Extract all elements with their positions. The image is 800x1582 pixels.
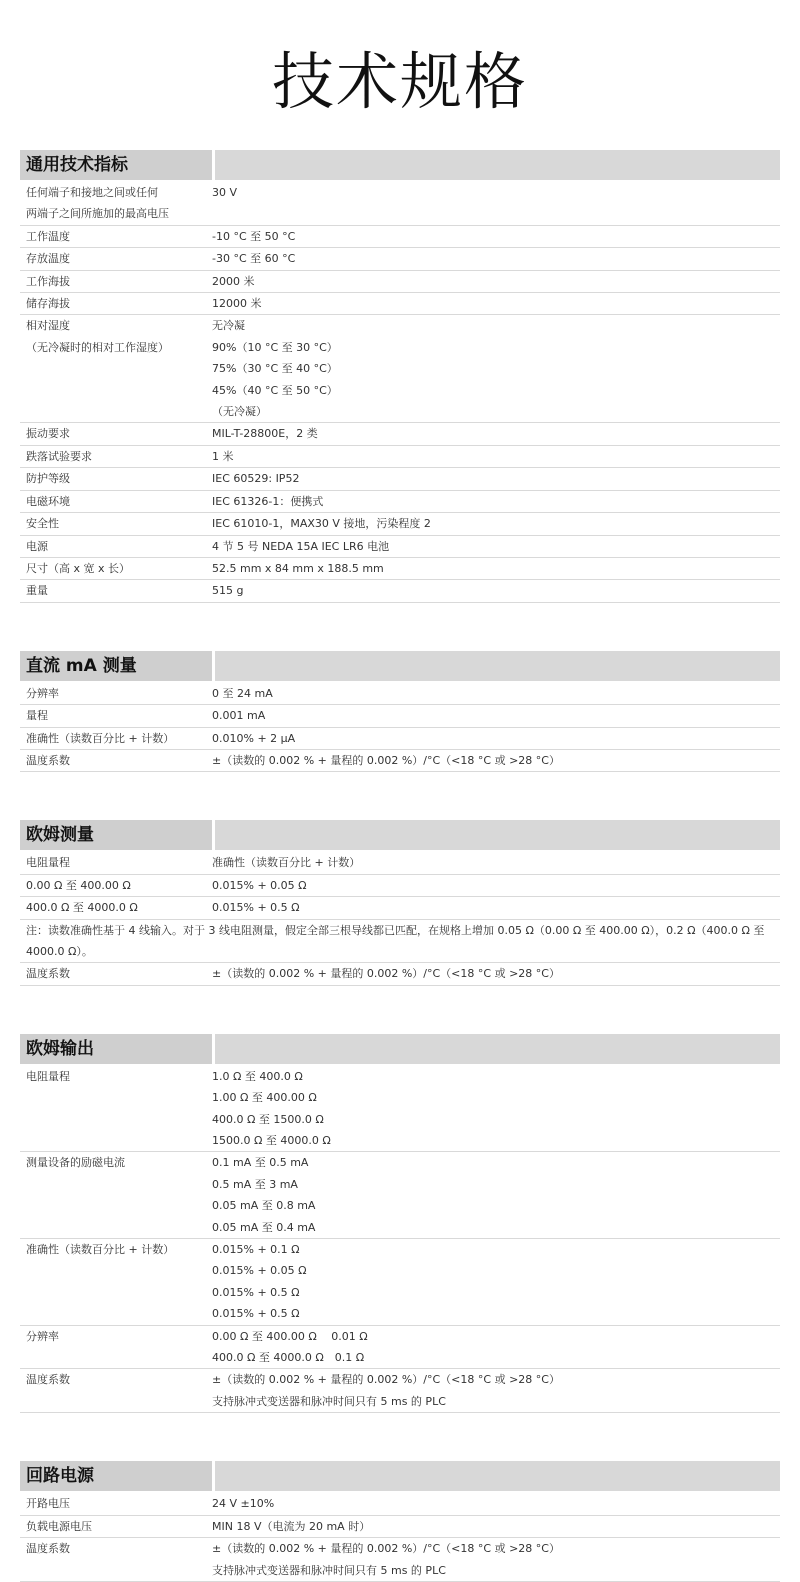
spec-value [212,1152,780,1238]
spec-row [20,248,780,270]
spec-value [212,897,780,918]
spec-row [20,491,780,513]
spec-label [20,1493,212,1514]
spec-label-line: 温度系数 [26,1542,70,1556]
spec-value [212,728,780,749]
spec-sections [0,150,800,1582]
spec-label-line: 电源 [26,539,48,553]
spec-value-line: 75%（30 °C 至 40 °C） [212,362,338,376]
spec-value-line: 0.5 mA 至 3 mA [212,1177,298,1191]
spec-row [20,1369,780,1413]
spec-value-line: -10 °C 至 50 °C [212,229,296,243]
spec-section [20,651,780,773]
spec-value [212,750,780,771]
spec-label-line: 准确性（读数百分比 + 计数） [26,731,175,745]
spec-value-line: MIL-T-28800E，2 类 [212,427,318,441]
spec-value-line: 0 至 24 mA [212,686,273,700]
spec-row [20,920,780,964]
spec-value [212,536,780,557]
spec-label [20,1538,212,1581]
spec-label [20,226,212,247]
spec-label-line: 跌落试验要求 [26,449,92,463]
spec-label-line: 振动要求 [26,427,70,441]
spec-row [20,315,780,423]
spec-value-line: 0.015% + 0.05 Ω [212,1264,307,1278]
spec-row [20,750,780,772]
spec-value-line: 52.5 mm x 84 mm x 188.5 mm [212,561,384,575]
spec-row [20,226,780,248]
spec-label-line: 电阻量程 [26,1069,70,1083]
spec-label [20,446,212,467]
spec-label-line: 注：读数准确性基于 4 线输入。对于 3 线电阻测量，假定全部三根导线都已匹配，在规格上增加 0.05 Ω（0.00 Ω 至 400.00 Ω），0.2 Ω（400.0 Ω 至 4000.0 Ω）。 [26,923,765,958]
spec-label [20,705,212,726]
section-header-bar [215,1461,780,1491]
spec-row [20,468,780,490]
spec-value-line: 2000 米 [212,274,255,288]
spec-label [20,491,212,512]
spec-value-line: IEC 60529: IP52 [212,472,300,486]
spec-value-line: 0.1 mA 至 0.5 mA [212,1156,309,1170]
spec-label [20,852,212,873]
spec-value-line: 400.0 Ω 至 4000.0 Ω 0.1 Ω [212,1351,365,1365]
spec-row [20,446,780,468]
section-header [20,651,780,681]
spec-value-line: 0.015% + 0.1 Ω [212,1243,300,1257]
spec-value [212,446,780,467]
spec-row [20,536,780,558]
spec-value-line: IEC 61010-1，MAX30 V 接地，污染程度 2 [212,517,431,531]
spec-label [20,248,212,269]
spec-label-line: 尺寸（高 x 宽 x 长） [26,561,131,575]
spec-value-line: ±（读数的 0.002 % + 量程的 0.002 %）/°C（<18 °C 或 >28 °C） [212,1542,560,1556]
spec-section [20,150,780,603]
spec-value [212,1239,780,1325]
spec-value [212,1369,780,1412]
spec-label [20,293,212,314]
section-header [20,150,780,180]
section-header-bar [215,820,780,850]
section-title: 欧姆输出 [20,1034,212,1064]
spec-value [212,875,780,896]
spec-value-line: 45%（40 °C 至 50 °C） [212,383,338,397]
spec-label [20,1516,212,1537]
spec-label-line: 0.00 Ω 至 400.00 Ω [26,878,131,892]
spec-label [20,536,212,557]
spec-value-line: ±（读数的 0.002 % + 量程的 0.002 %）/°C（<18 °C 或 >28 °C） [212,1373,560,1387]
spec-row [20,1516,780,1538]
spec-value-line: 1500.0 Ω 至 4000.0 Ω [212,1134,331,1147]
spec-value [212,423,780,444]
spec-value-line: 12000 米 [212,297,262,311]
spec-row [20,513,780,535]
spec-section [20,820,780,985]
spec-row [20,423,780,445]
section-title: 直流 mA 测量 [20,651,212,681]
spec-label-line: 温度系数 [26,753,70,767]
spec-label [20,875,212,896]
spec-value-line: 1.00 Ω 至 400.00 Ω [212,1091,317,1105]
spec-section [20,1461,780,1582]
spec-label [20,1152,212,1238]
spec-row [20,558,780,580]
spec-value-line: 90%（10 °C 至 30 °C） [212,340,338,354]
spec-value [212,271,780,292]
spec-row [20,728,780,750]
spec-value [212,491,780,512]
section-header [20,1461,780,1491]
spec-value-line: 400.0 Ω 至 1500.0 Ω [212,1112,324,1126]
spec-value-line: 0.010% + 2 µA [212,731,296,745]
spec-label [20,1066,212,1152]
spec-label [20,513,212,534]
spec-label-line: （无冷凝时的相对工作湿度） [26,340,169,354]
spec-row [20,875,780,897]
spec-label-line: 工作海拔 [26,274,70,288]
spec-row [20,1493,780,1515]
page-title: 技术规格 [271,45,528,118]
spec-value [212,683,780,704]
spec-label [20,1326,212,1369]
spec-value-line: IEC 61326-1：便携式 [212,494,324,508]
spec-row [20,1538,780,1582]
spec-label [20,897,212,918]
spec-label-line: 400.0 Ω 至 4000.0 Ω [26,901,138,915]
spec-value [212,852,780,873]
spec-label-line: 重量 [26,584,48,598]
spec-value-line: （无冷凝） [212,405,267,419]
spec-value [212,580,780,601]
spec-label [20,1369,212,1412]
spec-label-line: 分辨率 [26,1329,59,1343]
spec-label [20,728,212,749]
spec-value-line: 515 g [212,584,244,598]
spec-note [20,920,780,963]
spec-value-line: 1.0 Ω 至 400.0 Ω [212,1069,303,1083]
spec-value [212,315,780,422]
section-header-bar [215,150,780,180]
section-title: 欧姆测量 [20,820,212,850]
spec-value-line: 准确性（读数百分比 + 计数） [212,856,361,870]
spec-value-line: 1 米 [212,449,234,463]
spec-row [20,1239,780,1326]
spec-label [20,963,212,984]
spec-value-line: MIN 18 V（电流为 20 mA 时） [212,1519,371,1533]
spec-value [212,1516,780,1537]
spec-label [20,683,212,704]
spec-value-line: 24 V ±10% [212,1497,275,1511]
spec-value-line: ±（读数的 0.002 % + 量程的 0.002 %）/°C（<18 °C 或 >28 °C） [212,967,560,981]
spec-value-line: ±（读数的 0.002 % + 量程的 0.002 %）/°C（<18 °C 或 >28 °C） [212,753,560,767]
spec-label-line: 温度系数 [26,1373,70,1387]
section-title: 回路电源 [20,1461,212,1491]
spec-value [212,558,780,579]
spec-value-line: 30 V [212,186,238,199]
spec-label-line: 任何端子和接地之间或任何 [26,186,158,199]
spec-value [212,1066,780,1152]
spec-label [20,315,212,422]
spec-value-line: 0.001 mA [212,709,266,723]
spec-section [20,1034,780,1414]
section-header [20,820,780,850]
spec-label-line: 开路电压 [26,1497,70,1511]
spec-value-line: 支持脉冲式变送器和脉冲时间只有 5 ms 的 PLC [212,1563,446,1577]
section-title: 通用技术指标 [20,150,212,180]
section-header-bar [215,651,780,681]
spec-value-line: 支持脉冲式变送器和脉冲时间只有 5 ms 的 PLC [212,1394,446,1408]
spec-value-line: 0.05 mA 至 0.4 mA [212,1220,316,1234]
spec-value-line: 0.05 mA 至 0.8 mA [212,1199,316,1213]
spec-label-line: 分辨率 [26,686,59,700]
spec-label-line: 储存海拔 [26,297,70,311]
spec-label-line: 两端子之间所施加的最高电压 [26,207,169,221]
spec-label-line: 负载电源电压 [26,1519,92,1533]
spec-value [212,963,780,984]
spec-label [20,558,212,579]
spec-value-line: 0.00 Ω 至 400.00 Ω 0.01 Ω [212,1329,368,1343]
spec-value [212,293,780,314]
spec-label [20,182,212,225]
spec-label [20,580,212,601]
spec-label-line: 相对湿度 [26,319,70,333]
spec-row [20,1066,780,1153]
spec-label-line: 电磁环境 [26,494,70,508]
spec-value [212,248,780,269]
spec-label-line: 准确性（读数百分比 + 计数） [26,1243,175,1257]
spec-row [20,293,780,315]
spec-value-line: 0.015% + 0.05 Ω [212,878,307,892]
spec-row [20,580,780,602]
spec-label-line: 量程 [26,709,48,723]
spec-row [20,182,780,226]
spec-value [212,1493,780,1514]
spec-row [20,705,780,727]
spec-label-line: 工作温度 [26,229,70,243]
spec-label [20,468,212,489]
spec-label-line: 存放温度 [26,252,70,266]
section-header [20,1034,780,1064]
spec-label [20,1239,212,1325]
spec-value-line: 0.015% + 0.5 Ω [212,901,300,915]
spec-value [212,226,780,247]
spec-label-line: 安全性 [26,517,59,531]
spec-value [212,182,780,225]
spec-row [20,271,780,293]
spec-label [20,271,212,292]
spec-row [20,1326,780,1370]
spec-value [212,468,780,489]
spec-label-line: 电阻量程 [26,856,70,870]
spec-label [20,750,212,771]
spec-value [212,705,780,726]
spec-row [20,1152,780,1239]
spec-value [212,1326,780,1369]
spec-label [20,423,212,444]
spec-value-line: -30 °C 至 60 °C [212,252,296,266]
spec-value-line: 0.015% + 0.5 Ω [212,1285,300,1299]
spec-label-line: 防护等级 [26,472,70,486]
spec-row [20,852,780,874]
spec-value-line: 4 节 5 号 NEDA 15A IEC LR6 电池 [212,539,390,553]
spec-row [20,897,780,919]
spec-value-line: 无冷凝 [212,319,245,333]
spec-row [20,963,780,985]
spec-label-line: 温度系数 [26,967,70,981]
spec-value-line: 0.015% + 0.5 Ω [212,1307,300,1321]
section-header-bar [215,1034,780,1064]
spec-label-line: 测量设备的励磁电流 [26,1156,125,1170]
spec-value [212,1538,780,1581]
spec-row [20,683,780,705]
spec-value [212,513,780,534]
